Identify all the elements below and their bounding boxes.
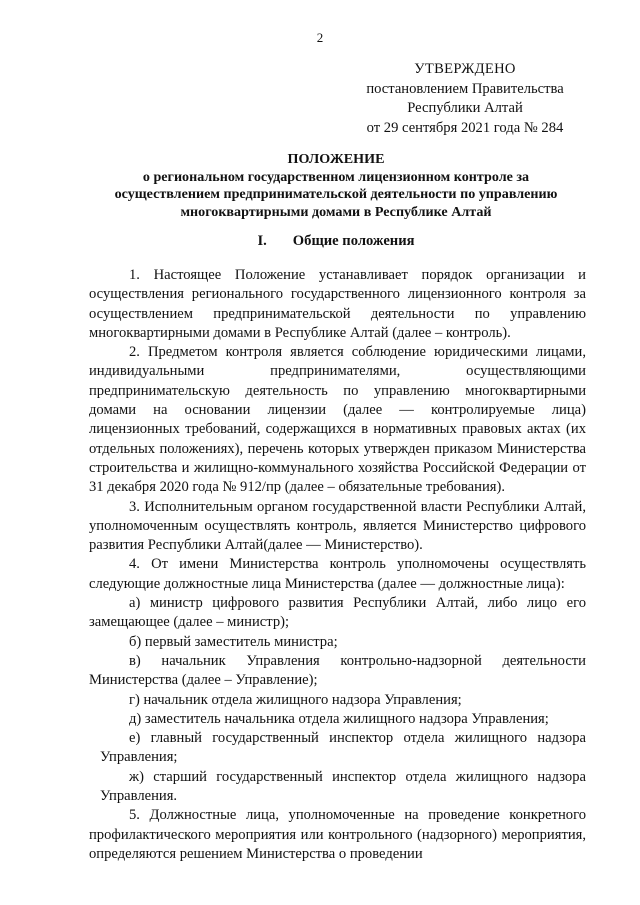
list-item: б) первый заместитель министра; — [129, 633, 338, 650]
approval-stamp-block — [345, 60, 585, 138]
document-title — [86, 151, 586, 221]
document-body — [89, 266, 586, 864]
paragraph: 5. Должностные лица, уполномоченные на проведение конкретного профилактического мероприятия или контрольного (надзорного) мероприятия, определяются решением Министерства о проведении — [89, 807, 586, 862]
paragraph: 4. От имени Министерства контроль уполномочены осуществлять следующие должностные лица Министерства (далее — должностные лица): — [89, 556, 586, 592]
approval-date-line: от 29 сентября 2021 года № 284 — [366, 119, 564, 136]
list-item: д) заместитель начальника отдела жилищного надзора Управления; — [129, 710, 549, 727]
list-item: ж) старший государственный инспектор отдела жилищного надзора Управления. — [100, 768, 586, 805]
list-item: г) начальник отдела жилищного надзора Управления; — [129, 691, 462, 708]
section-heading — [86, 233, 586, 250]
title-line: осуществлением предпринимательской деятельности по управлению — [114, 186, 558, 202]
list-item: е) главный государственный инспектор отдела жилищного надзора Управления; — [100, 730, 586, 766]
list-item: а) министр цифрового развития Республики Алтай, либо лицо его замещающее (далее – министр); — [89, 595, 586, 631]
title-line: многоквартирными домами в Республике Алтай — [180, 203, 492, 220]
title-line: о региональном государственном лицензионном контроле за — [142, 168, 530, 185]
approval-line: Республики Алтай — [407, 100, 523, 116]
section-number: I. — [257, 233, 267, 249]
page-number: 2 — [316, 30, 324, 45]
paragraph: 1. Настоящее Положение устанавливает порядок организации и осуществления регионального государственного лицензионного контроля за осуществлением предпринимательской деятельности по управлению многоквартирными домами в Республике Алтай (далее – контроль). — [89, 267, 586, 341]
section-title: Общие положения — [292, 233, 415, 249]
paragraph: 2. Предметом контроля является соблюдение юридическими лицами, индивидуальными предпринимателями, осуществляющими предпринимательскую деятельность по управлению многоквартирными домами на основании лицензии (далее — контролируемые лица) лицензионных требований, содержащихся в нормативных правовых актах (их отдельных положениях), перечень которых утвержден приказом Министерства строительства и жилищно-коммунального хозяйства Российской Федерации от 31 декабря 2020 года № 912/пр (далее – обязательные требования). — [89, 344, 586, 496]
paragraph: 3. Исполнительным органом государственной власти Республики Алтай, уполномоченным осуществлять контроль, является Министерство цифрового развития Республики Алтай(далее — Министерство). — [89, 498, 586, 554]
approval-heading: УТВЕРЖДЕНО — [414, 61, 516, 77]
list-item: в) начальник Управления контрольно-надзорной деятельности Министерства (далее – Управление); — [89, 652, 586, 689]
approval-line: постановлением Правительства — [366, 80, 564, 97]
title-heading: ПОЛОЖЕНИЕ — [287, 151, 385, 167]
